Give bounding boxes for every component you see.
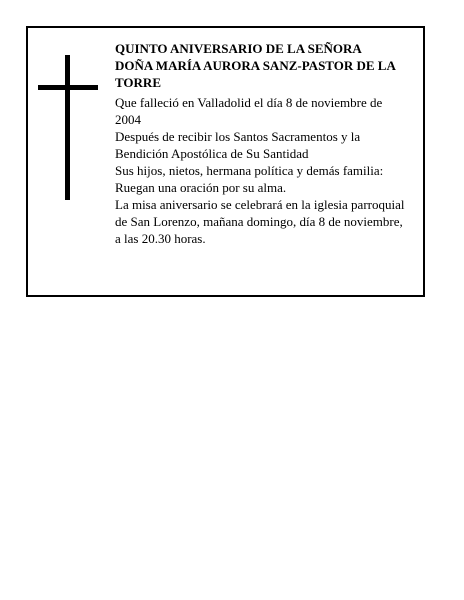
obituary-notice	[26, 26, 425, 297]
notice-body-line: Sus hijos, nietos, hermana política y demás familia:	[115, 163, 384, 178]
notice-body-line: a las 20.30 horas.	[115, 231, 206, 246]
notice-title-line: TORRE	[115, 75, 161, 90]
notice-title-line: DOÑA MARÍA AURORA SANZ-PASTOR DE LA	[115, 58, 396, 73]
notice-body-line: 2004	[115, 112, 141, 127]
notice-title-line: QUINTO ANIVERSARIO DE LA SEÑORA	[115, 41, 362, 56]
notice-body-line: Bendición Apostólica de Su Santidad	[115, 146, 309, 161]
cross-horizontal-bar	[38, 85, 98, 90]
notice-body	[115, 94, 425, 247]
cross-vertical-bar	[65, 55, 70, 200]
notice-body-line: Ruegan una oración por su alma.	[115, 180, 287, 195]
notice-body-line: Después de recibir los Santos Sacramentos y la	[115, 129, 361, 144]
notice-body-line: Que falleció en Valladolid el día 8 de noviembre de	[115, 95, 383, 110]
notice-title	[115, 40, 425, 91]
notice-body-line: de San Lorenzo, mañana domingo, día 8 de noviembre,	[115, 214, 403, 229]
cross-icon	[38, 55, 98, 200]
notice-body-line: La misa aniversario se celebrará en la iglesia parroquial	[115, 197, 405, 212]
notice-text-block	[115, 40, 425, 247]
